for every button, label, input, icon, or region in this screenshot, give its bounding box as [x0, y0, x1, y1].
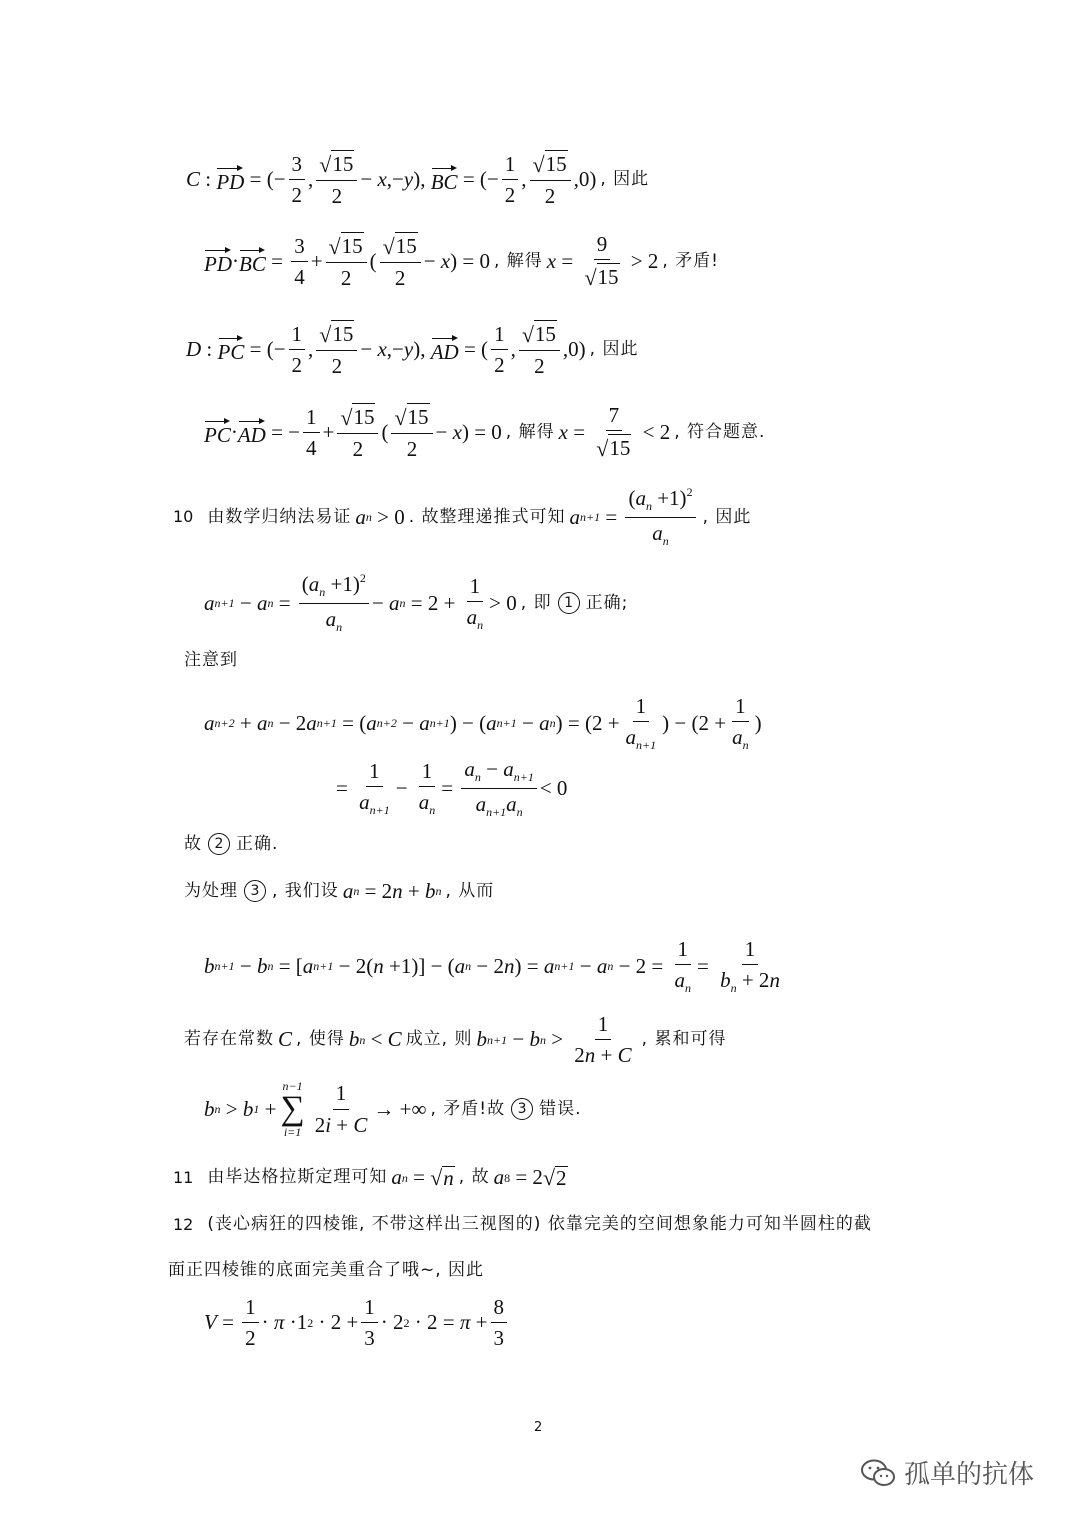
circled-number: 3	[511, 1098, 533, 1120]
q12-line2	[164, 1262, 488, 1279]
question-number: 11	[173, 1167, 194, 1187]
cn-text: 若存在常数	[184, 1029, 274, 1050]
q10-line4: = $\frac{1}{a_{n+1}}$ − $\frac{1}{a_n}$ = $\frac{a_n - a_{n+1}}{a_{n+1}a_n}$ < 0	[336, 757, 568, 819]
cn-text: 正确;	[585, 592, 629, 613]
q11: 11 由毕达格拉斯定理可知 a n = √ n , 故 a 8 = 2 √ 2	[173, 1165, 567, 1190]
cn-text: 正确.	[236, 833, 279, 854]
circled-number: 3	[244, 880, 266, 902]
cn-text: , 累和可得	[641, 1029, 727, 1050]
cn-text: , 矛盾!故	[430, 1098, 506, 1119]
cn-text: , 故	[458, 1167, 490, 1187]
cn-text: . 故整理递推式可知	[408, 506, 566, 527]
cn-text: , 从而	[445, 880, 495, 901]
q10-intro: 10 由数学归纳法易证 a n > 0 . 故整理递推式可知 a n+1 = $\frac{(a_n +1)^2}{a_n}$ , 因此	[173, 485, 752, 548]
q12-volume: V = $\frac{1}{2}$ · π ·1 2 · 2 + $\frac{1}{3}$ · 2 2 · 2 = π + $\frac{8}{3}$	[204, 1295, 510, 1350]
q10-line2: a n+1 − a n = $\frac{(a_n +1)^2}{a_n}$ − a n = 2 + $\frac{1}{a_n}$ > 0 , 即 1 正确;	[204, 571, 629, 634]
cn-text: , 符合题意.	[674, 421, 766, 442]
cn-text: 错误.	[539, 1098, 582, 1119]
watermark	[860, 1454, 1034, 1491]
cn-text: 成立, 则	[405, 1029, 473, 1050]
circled-number: 2	[208, 833, 230, 855]
cn-text: , 解得	[493, 250, 543, 271]
cn-text: , 因此	[589, 338, 639, 359]
line-d-vectors: D : PC = (− $\frac{1}{2}$ , √ 15 2 − x ,− y ), AD = ( $\frac{1}{2}$ , √ 15 2 ,0) , 因此	[186, 321, 639, 379]
cn-text: , 因此	[702, 506, 752, 527]
circled-number: 1	[558, 592, 580, 614]
page-number: 2	[534, 1420, 543, 1435]
cn-text: 为处理	[184, 880, 238, 901]
q10-line7: b n > b 1 + n−1 ∑ i=1 $\frac{1}{2i + C}$ → +∞ , 矛盾!故 3 错误.	[204, 1079, 582, 1139]
cn-text: , 矛盾!	[662, 250, 719, 271]
line-d-dot: PC · AD = − $\frac{1}{4}$ + √ 15 2 ( √ 15 2 − x ) = 0 , 解得 x = 7 √ 15 < 2 , 符合题意.	[204, 403, 766, 462]
cn-text: , 因此	[600, 168, 650, 189]
line-c-dot: PD · BC = $\frac{3}{4}$ + √ 15 2 ( √ 15 2 − x ) = 0 , 解得 x = 9 √ 15 > 2 , 矛盾!	[204, 232, 719, 291]
q10-note	[180, 652, 242, 669]
question-number: 10	[173, 507, 194, 527]
cn-text: 面正四棱锥的底面完美重合了哦~, 因此	[168, 1260, 485, 1280]
line-c-vectors: C : PD = (− $\frac{3}{2}$ , √ 15 2 − x ,− y ), BC = (− $\frac{1}{2}$ , √ 15 2 ,0) , 因此	[186, 151, 650, 209]
cn-text: (丧心病狂的四棱锥, 不带这样出三视图的) 依靠完美的空间想象能力可知半圆柱的截	[207, 1214, 872, 1234]
cn-text: 由毕达格拉斯定理可知	[207, 1167, 388, 1187]
cn-text: 故	[184, 833, 202, 854]
wechat-icon	[860, 1458, 896, 1488]
q12-line1	[173, 1216, 876, 1233]
cn-text: , 使得	[296, 1029, 345, 1050]
cn-text: , 我们设	[272, 880, 339, 901]
q10-conclude-2	[180, 833, 282, 855]
q10-line6: 若存在常数 C , 使得 b n < C 成立, 则 b n+1 − b n > $\frac{1}{2n + C}$ , 累和可得	[184, 1012, 727, 1068]
cn-text: , 解得	[505, 421, 555, 442]
cn-text: 注意到	[184, 650, 238, 670]
cn-text: , 即	[520, 592, 552, 613]
q10-line5: b n+1 − b n = [ a n+1 − 2( n +1)] − ( a n − 2 n ) = a n+1 − a n − 2 = $\frac{1}{a_n}$ = $\frac{1}{b_n + 2n}$	[204, 937, 780, 996]
q10-setup-3: 为处理 3 , 我们设 a n = 2 n + b n , 从而	[184, 878, 495, 903]
question-number: 12	[173, 1214, 194, 1234]
cn-text: 由数学归纳法易证	[207, 506, 352, 527]
q10-line3: a n+2 + a n − 2 a n+1 = ( a n+2 − a n+1 ) − ( a n+1 − a n ) = (2 + $\frac{1}{a_{n+1}}$ ) − (2 + $\frac{1}{a_n}$ )	[204, 694, 762, 753]
watermark-text: 孤单的抗体	[904, 1460, 1035, 1490]
